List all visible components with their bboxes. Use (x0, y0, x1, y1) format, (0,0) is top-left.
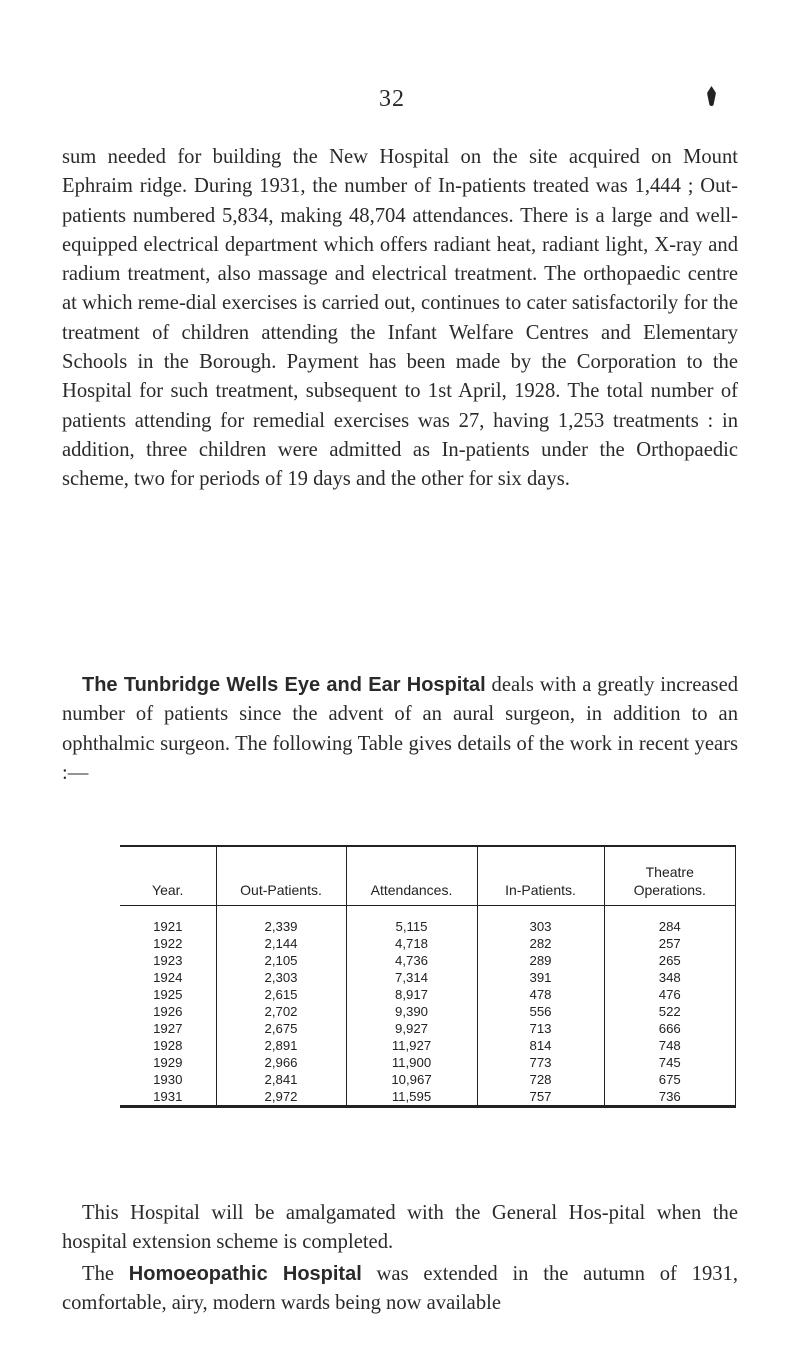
header-theatre-line2: Operations. (633, 882, 706, 898)
table-row (120, 1003, 735, 1020)
cell-attendances: 9,390 (346, 1003, 477, 1020)
cell-out-patients: 2,303 (216, 969, 346, 986)
cell-out-patients: 2,841 (216, 1071, 346, 1088)
cell-theatre-operations: 348 (604, 969, 735, 986)
cell-attendances: 4,718 (346, 935, 477, 952)
header-theatre-operations (604, 847, 735, 906)
header-year: Year. (120, 847, 216, 906)
cell-in-patients: 814 (477, 1037, 604, 1054)
work-table (120, 847, 735, 1105)
table-row (120, 986, 735, 1003)
cell-attendances: 11,595 (346, 1088, 477, 1105)
cell-theatre-operations: 257 (604, 935, 735, 952)
cell-out-patients: 2,144 (216, 935, 346, 952)
table-row (120, 952, 735, 969)
cell-year: 1930 (153, 1072, 183, 1087)
cell-attendances: 11,927 (346, 1037, 477, 1054)
cell-in-patients: 289 (477, 952, 604, 969)
cell-in-patients: 773 (477, 1054, 604, 1071)
table-body (120, 906, 735, 1106)
table-row (120, 1054, 735, 1071)
header-out-patients: Out-Patients. (216, 847, 346, 906)
table-spacer-row (120, 906, 735, 919)
header-attendances: Attendances. (346, 847, 477, 906)
paragraph-eye-ear-body: deals with a greatly increased number of patients since the advent of an aural surgeon, in addition to an ophthalmic surgeon. The following Table gives details of the work in recent years :— (62, 674, 739, 784)
cell-in-patients: 282 (477, 935, 604, 952)
cell-attendances: 8,917 (346, 986, 477, 1003)
cell-year: 1923 (153, 953, 183, 968)
cell-attendances: 10,967 (346, 1071, 477, 1088)
cell-out-patients: 2,972 (216, 1088, 346, 1105)
table-row (120, 918, 735, 935)
cell-in-patients: 757 (477, 1088, 604, 1105)
hospital-work-table (120, 845, 736, 1108)
cell-year: 1928 (153, 1038, 183, 1053)
cell-year: 1921 (153, 919, 183, 934)
cell-theatre-operations: 748 (604, 1037, 735, 1054)
cell-year: 1922 (153, 936, 183, 951)
cell-out-patients: 2,675 (216, 1020, 346, 1037)
cell-theatre-operations: 476 (604, 986, 735, 1003)
cell-attendances: 11,900 (346, 1054, 477, 1071)
cell-theatre-operations: 745 (604, 1054, 735, 1071)
cell-theatre-operations: 666 (604, 1020, 735, 1037)
cell-attendances: 9,927 (346, 1020, 477, 1037)
ink-blot-mark (707, 86, 716, 106)
cell-year: 1924 (153, 970, 183, 985)
cell-theatre-operations: 522 (604, 1003, 735, 1020)
cell-year: 1929 (153, 1055, 183, 1070)
page-number: 32 (379, 86, 405, 112)
cell-in-patients: 713 (477, 1020, 604, 1037)
cell-out-patients: 2,339 (216, 918, 346, 935)
paragraph-homoeopathic-hospital (62, 1260, 738, 1319)
table-row (120, 1088, 735, 1105)
cell-in-patients: 303 (477, 918, 604, 935)
cell-in-patients: 728 (477, 1071, 604, 1088)
table-header-row (120, 847, 735, 906)
table-row (120, 1071, 735, 1088)
cell-attendances: 4,736 (346, 952, 477, 969)
paragraph-amalgamation: This Hospital will be amalgamated with the General Hos-pital when the hospital extension scheme is completed. (62, 1202, 738, 1254)
header-theatre-line1: Theatre (645, 864, 694, 880)
table-row (120, 1037, 735, 1054)
cell-out-patients: 2,615 (216, 986, 346, 1003)
cell-year: 1927 (153, 1021, 183, 1036)
cell-attendances: 7,314 (346, 969, 477, 986)
header-in-patients: In-Patients. (477, 847, 604, 906)
cell-in-patients: 556 (477, 1003, 604, 1020)
cell-attendances: 5,115 (346, 918, 477, 935)
cell-theatre-operations: 736 (604, 1088, 735, 1105)
cell-year: 1926 (153, 1004, 183, 1019)
cell-out-patients: 2,966 (216, 1054, 346, 1071)
paragraph-general-hospital: sum needed for building the New Hospital on the site acquired on Mount Ephraim ridge. During 1931, the number of In-patients treated was 1,444 ; Out-patients numbered 5,834, making 48,704 attendances. There is a large and well-equipped electrical department which offers radiant heat, radiant light, X-ray and radium treatment, also massage and electrical treatment. The orthopaedic centre at which reme-dial exercises is carried out, continues to cater satisfactorily for the treatment of children attending the Infant Welfare Centres and Elementary Schools in the Borough. Payment has been made by the Corporation to the Hospital for such treatment, subsequent to 1st April, 1928. The total number of patients attending for remedial exercises was 27, having 1,253 treatments : in addition, three children were admitted as In-patients under the Orthopaedic scheme, two for periods of 19 days and the other for six days. (62, 146, 738, 491)
cell-out-patients: 2,105 (216, 952, 346, 969)
cell-theatre-operations: 265 (604, 952, 735, 969)
cell-out-patients: 2,891 (216, 1037, 346, 1054)
cell-theatre-operations: 675 (604, 1071, 735, 1088)
cell-in-patients: 478 (477, 986, 604, 1003)
paragraph-eye-ear-hospital (62, 671, 738, 788)
table-row (120, 935, 735, 952)
paragraph-homoeopathic-lead: The (82, 1263, 129, 1285)
heading-homoeopathic-hospital: Homoeopathic Hospital (128, 1263, 362, 1285)
paragraph-homoeopathic-body: was extended in the autumn of 1931, comfortable, airy, modern wards being now available (62, 1263, 738, 1315)
cell-year: 1931 (153, 1089, 183, 1104)
heading-eye-ear-hospital: The Tunbridge Wells Eye and Ear Hospital (82, 674, 486, 696)
table-row (120, 969, 735, 986)
cell-theatre-operations: 284 (604, 918, 735, 935)
cell-out-patients: 2,702 (216, 1003, 346, 1020)
table-row (120, 1020, 735, 1037)
cell-in-patients: 391 (477, 969, 604, 986)
cell-year: 1925 (153, 987, 183, 1002)
